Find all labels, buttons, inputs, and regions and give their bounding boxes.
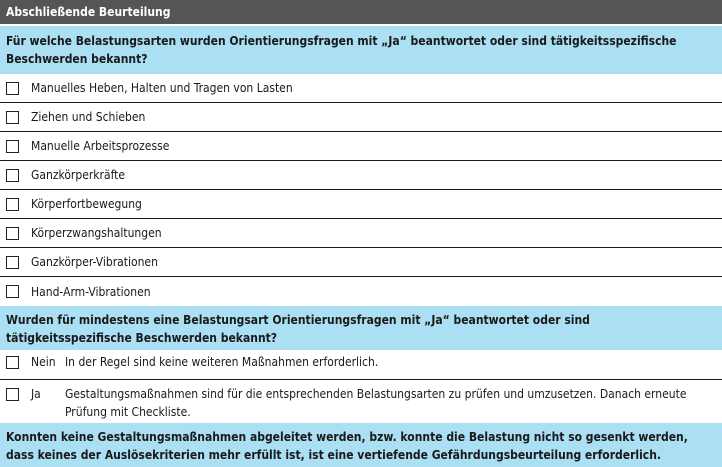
list-item <box>0 161 722 190</box>
section-title: Abschließende Beurteilung <box>6 5 171 19</box>
option-label: Ziehen und Schieben <box>31 110 146 124</box>
question-1: Für welche Belastungsarten wurden Orientierungsfragen mit „Ja“ beantwortet oder sind tätigkeitsspezifische Beschwerden bekannt? <box>0 26 722 74</box>
checkbox-nein[interactable] <box>6 356 19 369</box>
list-item <box>0 103 722 132</box>
option-label: Körperzwangshaltungen <box>31 226 162 240</box>
checkbox-awkward-postures[interactable] <box>6 227 19 240</box>
option-label: Hand-Arm-Vibrationen <box>31 284 151 299</box>
checkbox-pulling-pushing[interactable] <box>6 111 19 124</box>
checkbox-manual-work-processes[interactable] <box>6 140 19 153</box>
checkbox-body-movement[interactable] <box>6 198 19 211</box>
checkbox-whole-body-vibration[interactable] <box>6 256 19 269</box>
section-header <box>0 0 722 26</box>
list-item <box>0 248 722 277</box>
option-label: Ganzkörperkräfte <box>31 168 126 182</box>
checkbox-whole-body-forces[interactable] <box>6 169 19 182</box>
list-item <box>0 132 722 161</box>
answer-text: Gestaltungsmaßnahmen sind für die entsprechenden Belastungsarten zu prüfen und umzusetzen. Danach erneute Prüfung mit Checkliste. <box>65 387 687 419</box>
list-item <box>0 190 722 219</box>
option-label: Manuelles Heben, Halten und Tragen von Lasten <box>31 81 293 95</box>
load-type-list <box>0 74 722 306</box>
answer-key: Nein <box>31 355 56 369</box>
answer-text: In der Regel sind keine weiteren Maßnahmen erforderlich. <box>65 355 379 369</box>
list-item <box>0 277 722 306</box>
answer-row-ja <box>0 380 722 422</box>
answer-row-nein <box>0 350 722 380</box>
option-label: Manuelle Arbeitsprozesse <box>31 139 170 153</box>
checkbox-hand-arm-vibration[interactable] <box>6 285 19 298</box>
checkbox-manual-lifting[interactable] <box>6 82 19 95</box>
list-item <box>0 74 722 103</box>
conclusion-note: Konnten keine Gestaltungsmaßnahmen abgeleitet werden, bzw. konnte die Belastung nicht so gesenkt werden, dass keines der Auslösekriterien mehr erfüllt ist, ist eine vertiefende Gefährdungsbeurteilung erforderlich. <box>0 423 722 467</box>
answer-key: Ja <box>31 387 41 401</box>
question-2: Wurden für mindestens eine Belastungsart Orientierungsfragen mit „Ja“ beantwortet oder sind tätigkeitsspezifische Beschwerden bekannt? <box>0 306 722 350</box>
option-label: Körperfortbewegung <box>31 197 142 211</box>
checkbox-ja[interactable] <box>6 388 19 401</box>
option-label: Ganzkörper-Vibrationen <box>31 255 158 269</box>
list-item <box>0 219 722 248</box>
